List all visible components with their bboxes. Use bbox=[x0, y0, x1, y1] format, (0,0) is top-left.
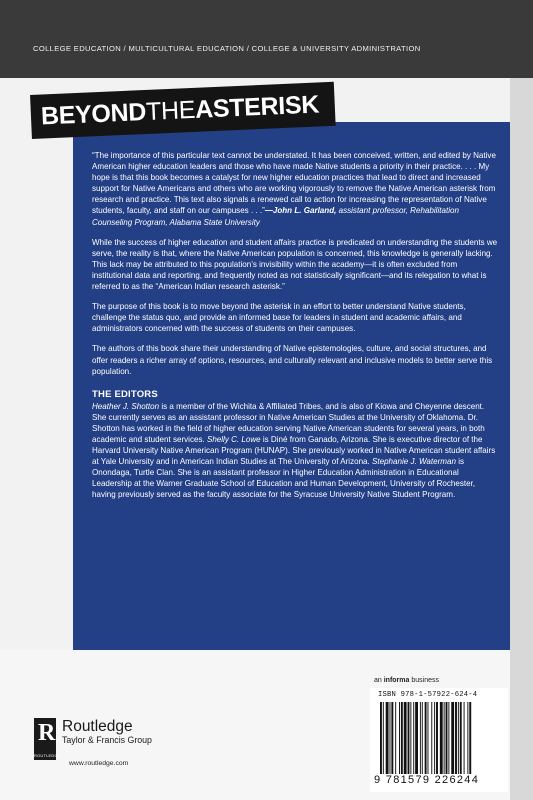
logo-wordmark bbox=[62, 718, 152, 746]
informa-business bbox=[374, 677, 439, 684]
title-word-beyond: BEYOND bbox=[40, 97, 147, 131]
barcode-bar bbox=[415, 702, 418, 774]
barcode-bar bbox=[428, 702, 429, 774]
barcode-bar bbox=[386, 702, 389, 774]
description-paragraph-2: The purpose of this book is to move beyond the asterisk in an effort to better understand Native students, challenge the status quo, and provide an informed base for leaders in student and academic affairs, and administrators concerned with the success of students on their campuses. bbox=[92, 302, 466, 334]
barcode-digits: 9 781579 226244 bbox=[374, 774, 480, 786]
description-panel bbox=[73, 122, 510, 650]
barcode-bar bbox=[464, 702, 465, 774]
editor-bio-2: is Diné from Ganado, Arizona. She is executive director of the Harvard University Native American Program (HUNAP). She previously worked in Native American student affairs at Yale University and in American Indian Studies at The University of Arizona. bbox=[92, 434, 496, 467]
publisher-logo bbox=[34, 718, 152, 760]
barcode-bar bbox=[458, 702, 459, 774]
quote-text: “The importance of this particular text cannot be understated. It has been conceived, written, and edited by Native American higher education leaders and those who have made Native students a priority in their practice. . . . My hope is that this book becomes a catalyst for new higher education practices that lead to direct and increased support for Native Americans and others who are working vigorously to remove the Native American asterisk from research and practice. This text also signals a renewed call to action for increasing the representation of Native students, faculty, and staff on our campuses . . .” bbox=[92, 151, 496, 216]
barcode-bar bbox=[401, 702, 403, 774]
editor-name-2: Shelly C. Lowe bbox=[206, 434, 261, 444]
editor-name-3: Stephanie J. Waterman bbox=[372, 457, 456, 467]
barcode-bar bbox=[444, 702, 445, 774]
endorsement-quote bbox=[92, 150, 498, 228]
barcode-bar bbox=[446, 702, 448, 774]
barcode-bar bbox=[390, 702, 391, 774]
barcode-bar bbox=[380, 702, 382, 774]
informa-prefix: an bbox=[374, 677, 384, 684]
publisher-name: Routledge bbox=[62, 718, 133, 735]
barcode-bar bbox=[431, 702, 432, 774]
informa-brand: informa bbox=[383, 677, 410, 684]
barcode-bar bbox=[420, 702, 421, 774]
barcode-bar bbox=[434, 702, 435, 774]
barcode-bar bbox=[436, 702, 438, 774]
top-band bbox=[0, 0, 533, 78]
barcode-bar bbox=[469, 702, 471, 774]
editors-heading: THE EDITORS bbox=[92, 388, 158, 400]
editors-bios bbox=[92, 401, 498, 501]
informa-suffix: business bbox=[409, 677, 439, 684]
barcode-bar bbox=[383, 702, 384, 774]
editor-bio-1: is a member of the Wichita & Affiliated Tribes, and is also of Kiowa and Cheyenne descent. She currently serves as an assistant professor in Native American Studies at the University of Oklahoma. Dr. Shotton has worked in the field of higher education serving Native American students for several years, in both academic and student services. bbox=[92, 401, 485, 444]
barcode-bar bbox=[399, 702, 400, 774]
title-word-asterisk: ASTERISK bbox=[194, 89, 320, 124]
quote-author: —John L. Garland, bbox=[264, 206, 337, 216]
barcode-graphic bbox=[378, 702, 502, 774]
logo-side-text: ROUTLEDGE bbox=[34, 753, 61, 758]
barcode-bar bbox=[395, 702, 396, 774]
barcode-box bbox=[370, 688, 508, 792]
barcode-bar bbox=[413, 702, 414, 774]
editor-bio-3: is Onondaga, Turtle Clan. She is an assistant professor in Higher Education Administration in Educational Leadership at the Warner Graduate School of Education and Human Development, University of Rochester, having previously served as the faculty associate for the Syracuse University Native Student Program. bbox=[92, 457, 476, 500]
description-paragraph-1: While the success of higher education and student affairs practice is predicated on understanding the students we serve, the reality is that, where the Native American population is concerned, this knowledge is generally lacking. This lack may be attributed to this population’s invisibility within the academy—it is often excluded from institutional data and reporting, and frequently noted as not statistically significant—and its relegation to what is referred to as the “American Indian research asterisk.” bbox=[92, 237, 498, 292]
publisher-group: Taylor & Francis Group bbox=[62, 735, 152, 745]
right-spine-strip-bottom bbox=[510, 650, 533, 800]
quote-affiliation: assistant professor, Rehabilitation Counseling Program, Alabama State University bbox=[92, 206, 459, 227]
barcode-bar bbox=[422, 702, 423, 774]
barcode-bar bbox=[451, 702, 454, 774]
barcode-bar bbox=[391, 702, 393, 774]
logo-letter: R bbox=[38, 720, 56, 746]
isbn-text: ISBN 978-1-57922-624-4 bbox=[378, 691, 478, 699]
barcode-bar bbox=[410, 702, 411, 774]
barcode-bar bbox=[455, 702, 457, 774]
barcode-bar bbox=[448, 702, 449, 774]
publisher-website: www.routledge.com bbox=[69, 760, 129, 767]
description-paragraph-3: The authors of this book share their understanding of Native epistemologies, culture, and social structures, and offer readers a richer array of options, resources, and culturally relevant and inclusive models to better serve this population. bbox=[92, 344, 493, 376]
barcode-bar bbox=[467, 702, 468, 774]
barcode-bar bbox=[440, 702, 443, 774]
category-line: COLLEGE EDUCATION / MULTICULTURAL EDUCATION / COLLEGE & UNIVERSITY ADMINISTRATION bbox=[33, 44, 421, 53]
title-word-the: THE bbox=[145, 95, 196, 126]
barcode-bar bbox=[404, 702, 407, 774]
barcode-bar bbox=[425, 702, 427, 774]
editor-name-1: Heather J. Shotton bbox=[92, 401, 160, 411]
routledge-logo-icon bbox=[34, 718, 61, 760]
barcode-bar bbox=[460, 702, 462, 774]
barcode-bar bbox=[408, 702, 410, 774]
